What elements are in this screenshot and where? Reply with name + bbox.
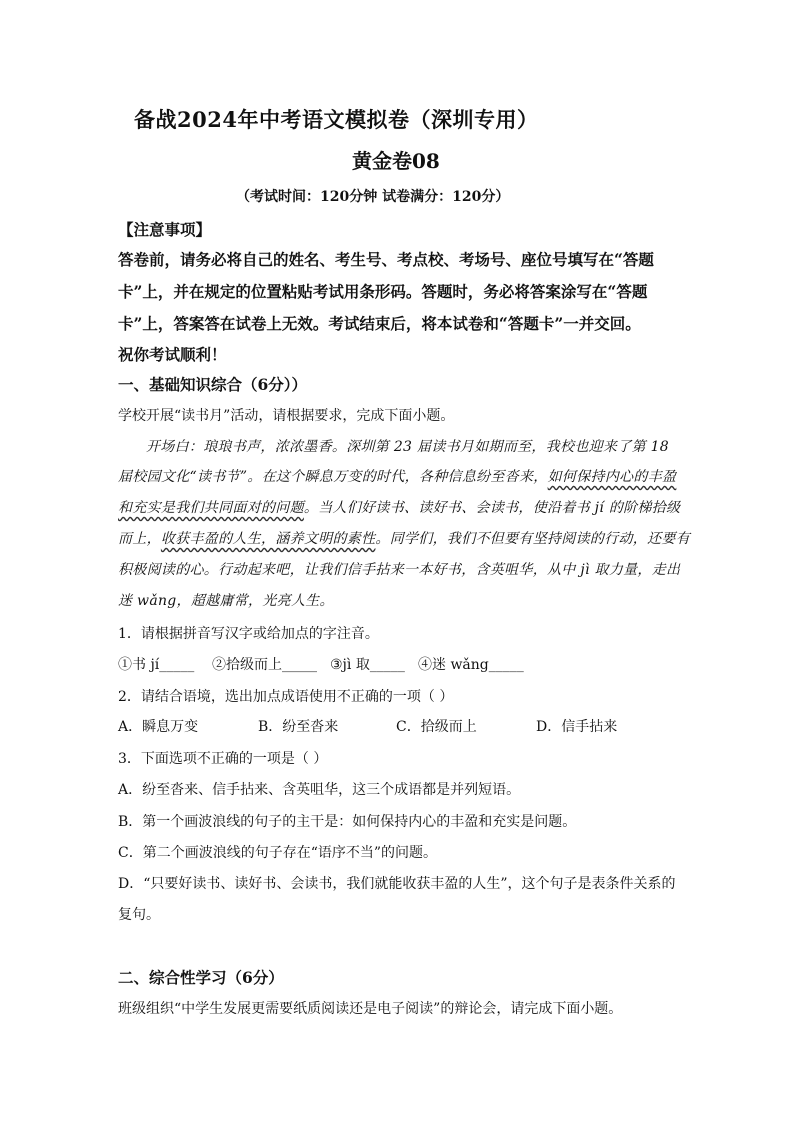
passage-line-2a: 届校园文化“读书节”。在这个瞬息万变的时代，各种信息纷至沓来， — [118, 469, 548, 485]
section2-intro: 班级组织“中学生发展更需要纸质阅读还是电子阅读”的辩论会，请完成下面小题。 — [118, 1001, 623, 1017]
paper-subtitle: 黄金卷08 — [352, 149, 440, 173]
q1-blank-1[interactable]: ①书 jí_____ — [118, 657, 195, 673]
q2-option-a[interactable]: A．瞬息万变 — [118, 719, 199, 735]
wavy-sentence-1b: 和充实是我们共同面对的问题 — [118, 500, 304, 516]
notice-line-2: 卡”上，并在规定的位置粘贴考试用条形码。答题时，务必将答案涂写在“答题 — [118, 282, 648, 301]
q1-blank-2[interactable]: ②拾级而上_____ — [212, 657, 317, 673]
notice-line-1: 答卷前，请务必将自己的姓名、考生号、考点校、考场号、座位号填写在“答题 — [118, 250, 654, 269]
passage-line-4 — [118, 528, 690, 548]
q2-option-b[interactable]: B．纷至沓来 — [258, 719, 339, 735]
q1-blank-4[interactable]: ④迷 wǎng_____ — [418, 657, 524, 673]
q3-option-c[interactable]: C．第二个画波浪线的句子存在“语序不当”的问题。 — [118, 845, 438, 861]
notice-line-3: 卡”上，答案答在试卷上无效。考试结束后，将本试卷和“答题卡”一并交回。 — [118, 314, 641, 333]
passage-line-3b: 。 — [303, 500, 319, 516]
q1-blank-3[interactable]: ③jì 取_____ — [330, 657, 405, 673]
passage-line-6: 迷 wǎng，超越庸常，光亮人生。 — [118, 593, 334, 609]
passage-line-1: 开场白：琅琅书声，浓浓墨香。深圳第 23 届读书月如期而至，我校也迎来了第 18 — [146, 439, 669, 455]
page-title: 备战2024年中考语文模拟卷（深圳专用） — [134, 107, 539, 132]
section1-intro: 学校开展“读书月”活动，请根据要求，完成下面小题。 — [118, 408, 455, 424]
passage-line-2 — [118, 466, 676, 486]
passage-line-4a: 而上， — [118, 531, 161, 547]
passage-line-3 — [118, 497, 680, 517]
section1-heading: 一、基础知识综合（6分）） — [118, 375, 308, 394]
passage-line-5: 积极阅读的心。行动起来吧，让我们信手拈来一本好书，含英咀华，从中 jì 取力量，走出 — [118, 562, 681, 578]
wavy-sentence-2: 收获丰盈的人生，涵养文明的素性 — [160, 531, 376, 547]
question-2-stem: 2．请结合语境，选出加点成语使用不正确的一项（ ） — [118, 689, 454, 705]
passage-line-3c: 当人们好读书、读好书、会读书，使沿着书 jí 的阶梯拾级 — [318, 500, 681, 516]
q2-option-d[interactable]: D．信手拈来 — [536, 719, 618, 735]
passage-line-4c: 。同学们，我们不但要有坚持阅读的行动，还要有 — [375, 531, 691, 547]
notice-line-4: 祝你考试顺利！ — [118, 345, 227, 364]
q3-option-d[interactable]: D．“只要好读书、读好书、会读书，我们就能收获丰盈的人生”，这个句子是表条件关系的 — [118, 876, 676, 892]
exam-meta: （考试时间：120分钟 试卷满分：120分） — [236, 189, 510, 205]
wavy-sentence-1a: 如何保持内心的丰盈 — [547, 469, 677, 485]
notice-heading: 【注意事项】 — [118, 220, 212, 239]
q3-option-d-continued: 复句。 — [118, 907, 160, 923]
q2-option-c[interactable]: C．拾级而上 — [396, 719, 477, 735]
section2-heading: 二、综合性学习（6分） — [118, 968, 284, 987]
q3-option-b[interactable]: B．第一个画波浪线的句子的主干是：如何保持内心的丰盈和充实是问题。 — [118, 814, 577, 830]
question-1-stem: 1．请根据拼音写汉字或给加点的字注音。 — [118, 626, 379, 642]
q3-option-a[interactable]: A．纷至沓来、信手拈来、含英咀华，这三个成语都是并列短语。 — [118, 782, 521, 798]
question-3-stem: 3．下面选项不正确的一项是（ ） — [118, 751, 328, 767]
